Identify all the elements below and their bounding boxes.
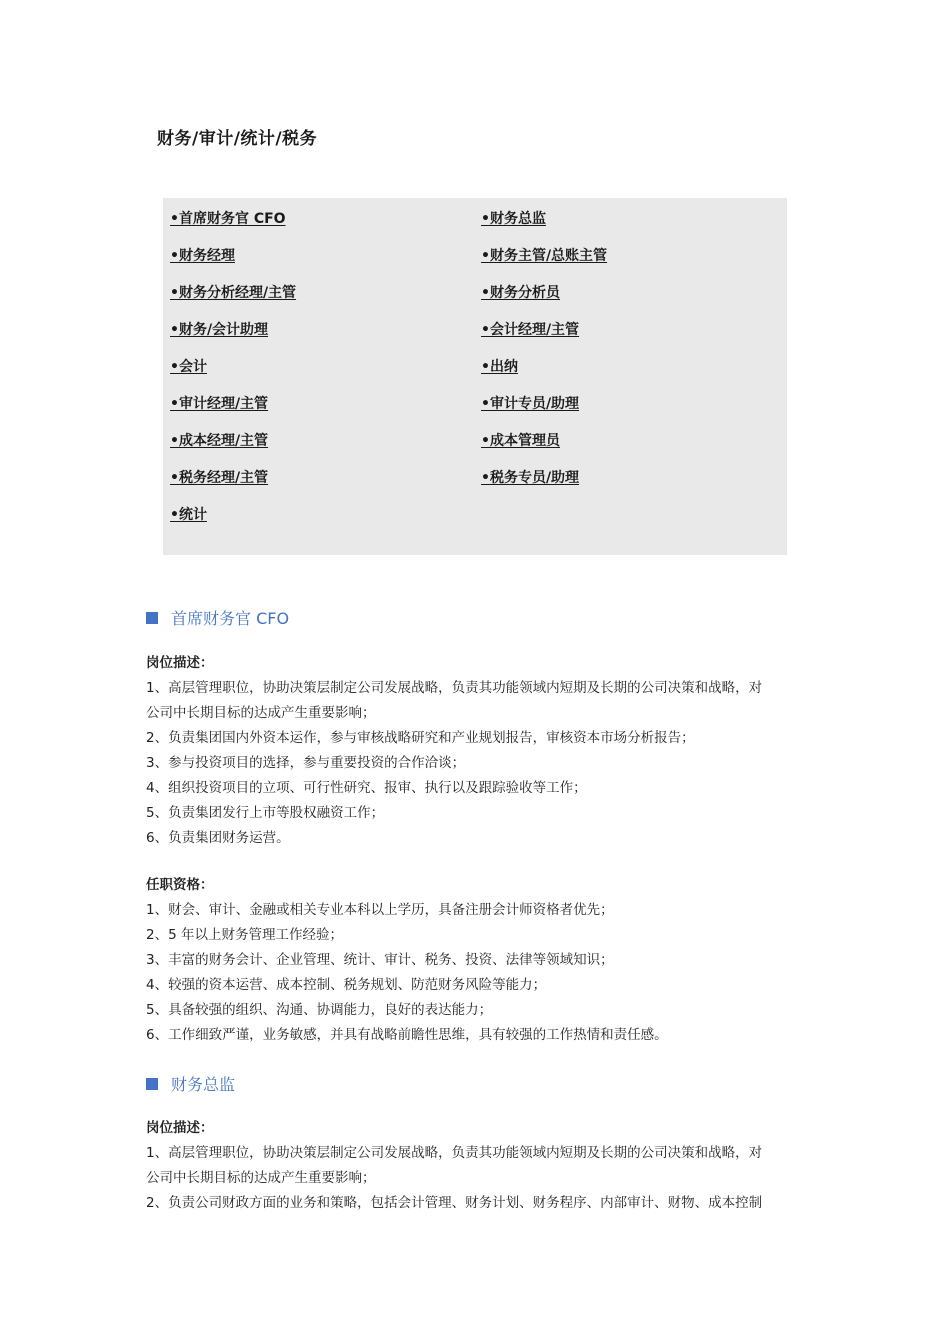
description-line: 6、负责集团财务运营。	[146, 830, 290, 846]
section-heading-text: 财务总监	[171, 1075, 236, 1094]
toc-link-statistics[interactable]: •统计	[170, 507, 207, 523]
toc-link-cost-manager[interactable]: •成本经理/主管	[170, 433, 269, 449]
toc-link-cfo[interactable]: •首席财务官 CFO	[170, 211, 286, 227]
requirement-line: 3、丰富的财务会计、企业管理、统计、审计、税务、投资、法律等领域知识；	[146, 952, 614, 968]
description-line: 1、高层管理职位，协助决策层制定公司发展战略，负责其功能领域内短期及长期的公司决策和战略，对	[146, 680, 763, 696]
square-bullet-icon	[146, 1078, 158, 1090]
requirement-line: 4、较强的资本运营、成本控制、税务规划、防范财务风险等能力；	[146, 977, 547, 993]
requirement-line: 2、5 年以上财务管理工作经验；	[146, 927, 343, 943]
description-line: 5、负责集团发行上市等股权融资工作；	[146, 805, 385, 821]
description-line: 4、组织投资项目的立项、可行性研究、报审、执行以及跟踪验收等工作；	[146, 780, 587, 796]
description-line: 2、负责集团国内外资本运作，参与审核战略研究和产业规划报告，审核资本市场分析报告；	[146, 730, 695, 746]
section-heading-text: 首席财务官 CFO	[171, 609, 290, 628]
toc-link-cost-administrator[interactable]: •成本管理员	[481, 433, 560, 449]
description-line: 3、参与投资项目的选择，参与重要投资的合作洽谈；	[146, 755, 466, 771]
toc-link-audit-manager[interactable]: •审计经理/主管	[170, 396, 269, 412]
toc-link-cashier[interactable]: •出纳	[481, 359, 518, 375]
section-heading-cfo	[146, 606, 289, 629]
section-heading-finance-director	[146, 1072, 235, 1095]
toc-box	[163, 198, 787, 555]
job-description-block	[146, 1116, 806, 1216]
toc-link-tax-specialist[interactable]: •税务专员/助理	[481, 470, 580, 486]
requirement-line: 1、财会、审计、金融或相关专业本科以上学历，具备注册会计师资格者优先；	[146, 902, 614, 918]
page-title: 财务/审计/统计/税务	[157, 129, 318, 149]
toc-link-finance-director[interactable]: •财务总监	[481, 211, 546, 227]
toc-link-finance-analysis-manager[interactable]: •财务分析经理/主管	[170, 285, 297, 301]
description-line: 1、高层管理职位，协助决策层制定公司发展战略，负责其功能领域内短期及长期的公司决策和战略，对	[146, 1145, 763, 1161]
toc-link-accounting-manager[interactable]: •会计经理/主管	[481, 322, 580, 338]
toc-link-finance-manager[interactable]: •财务经理	[170, 248, 235, 264]
description-line: 2、负责公司财政方面的业务和策略，包括会计管理、财务计划、财务程序、内部审计、财物、成本控制	[146, 1195, 763, 1211]
description-line: 公司中长期目标的达成产生重要影响；	[146, 1170, 376, 1186]
toc-link-finance-analyst[interactable]: •财务分析员	[481, 285, 560, 301]
requirement-line: 5、具备较强的组织、沟通、协调能力，良好的表达能力；	[146, 1002, 493, 1018]
toc-link-accountant[interactable]: •会计	[170, 359, 207, 375]
requirement-line: 6、工作细致严谨，业务敏感，并具有战略前瞻性思维，具有较强的工作热情和责任感。	[146, 1027, 668, 1043]
job-description-label: 岗位描述：	[146, 655, 214, 671]
toc-link-audit-specialist[interactable]: •审计专员/助理	[481, 396, 580, 412]
job-description-block	[146, 651, 806, 851]
toc-link-tax-manager[interactable]: •税务经理/主管	[170, 470, 269, 486]
job-requirements-block	[146, 873, 806, 1048]
toc-link-finance-assistant[interactable]: •财务/会计助理	[170, 322, 269, 338]
job-requirements-label: 任职资格：	[146, 877, 214, 893]
job-description-label: 岗位描述：	[146, 1120, 214, 1136]
description-line: 公司中长期目标的达成产生重要影响；	[146, 705, 376, 721]
square-bullet-icon	[146, 612, 158, 624]
toc-link-finance-supervisor[interactable]: •财务主管/总账主管	[481, 248, 608, 264]
